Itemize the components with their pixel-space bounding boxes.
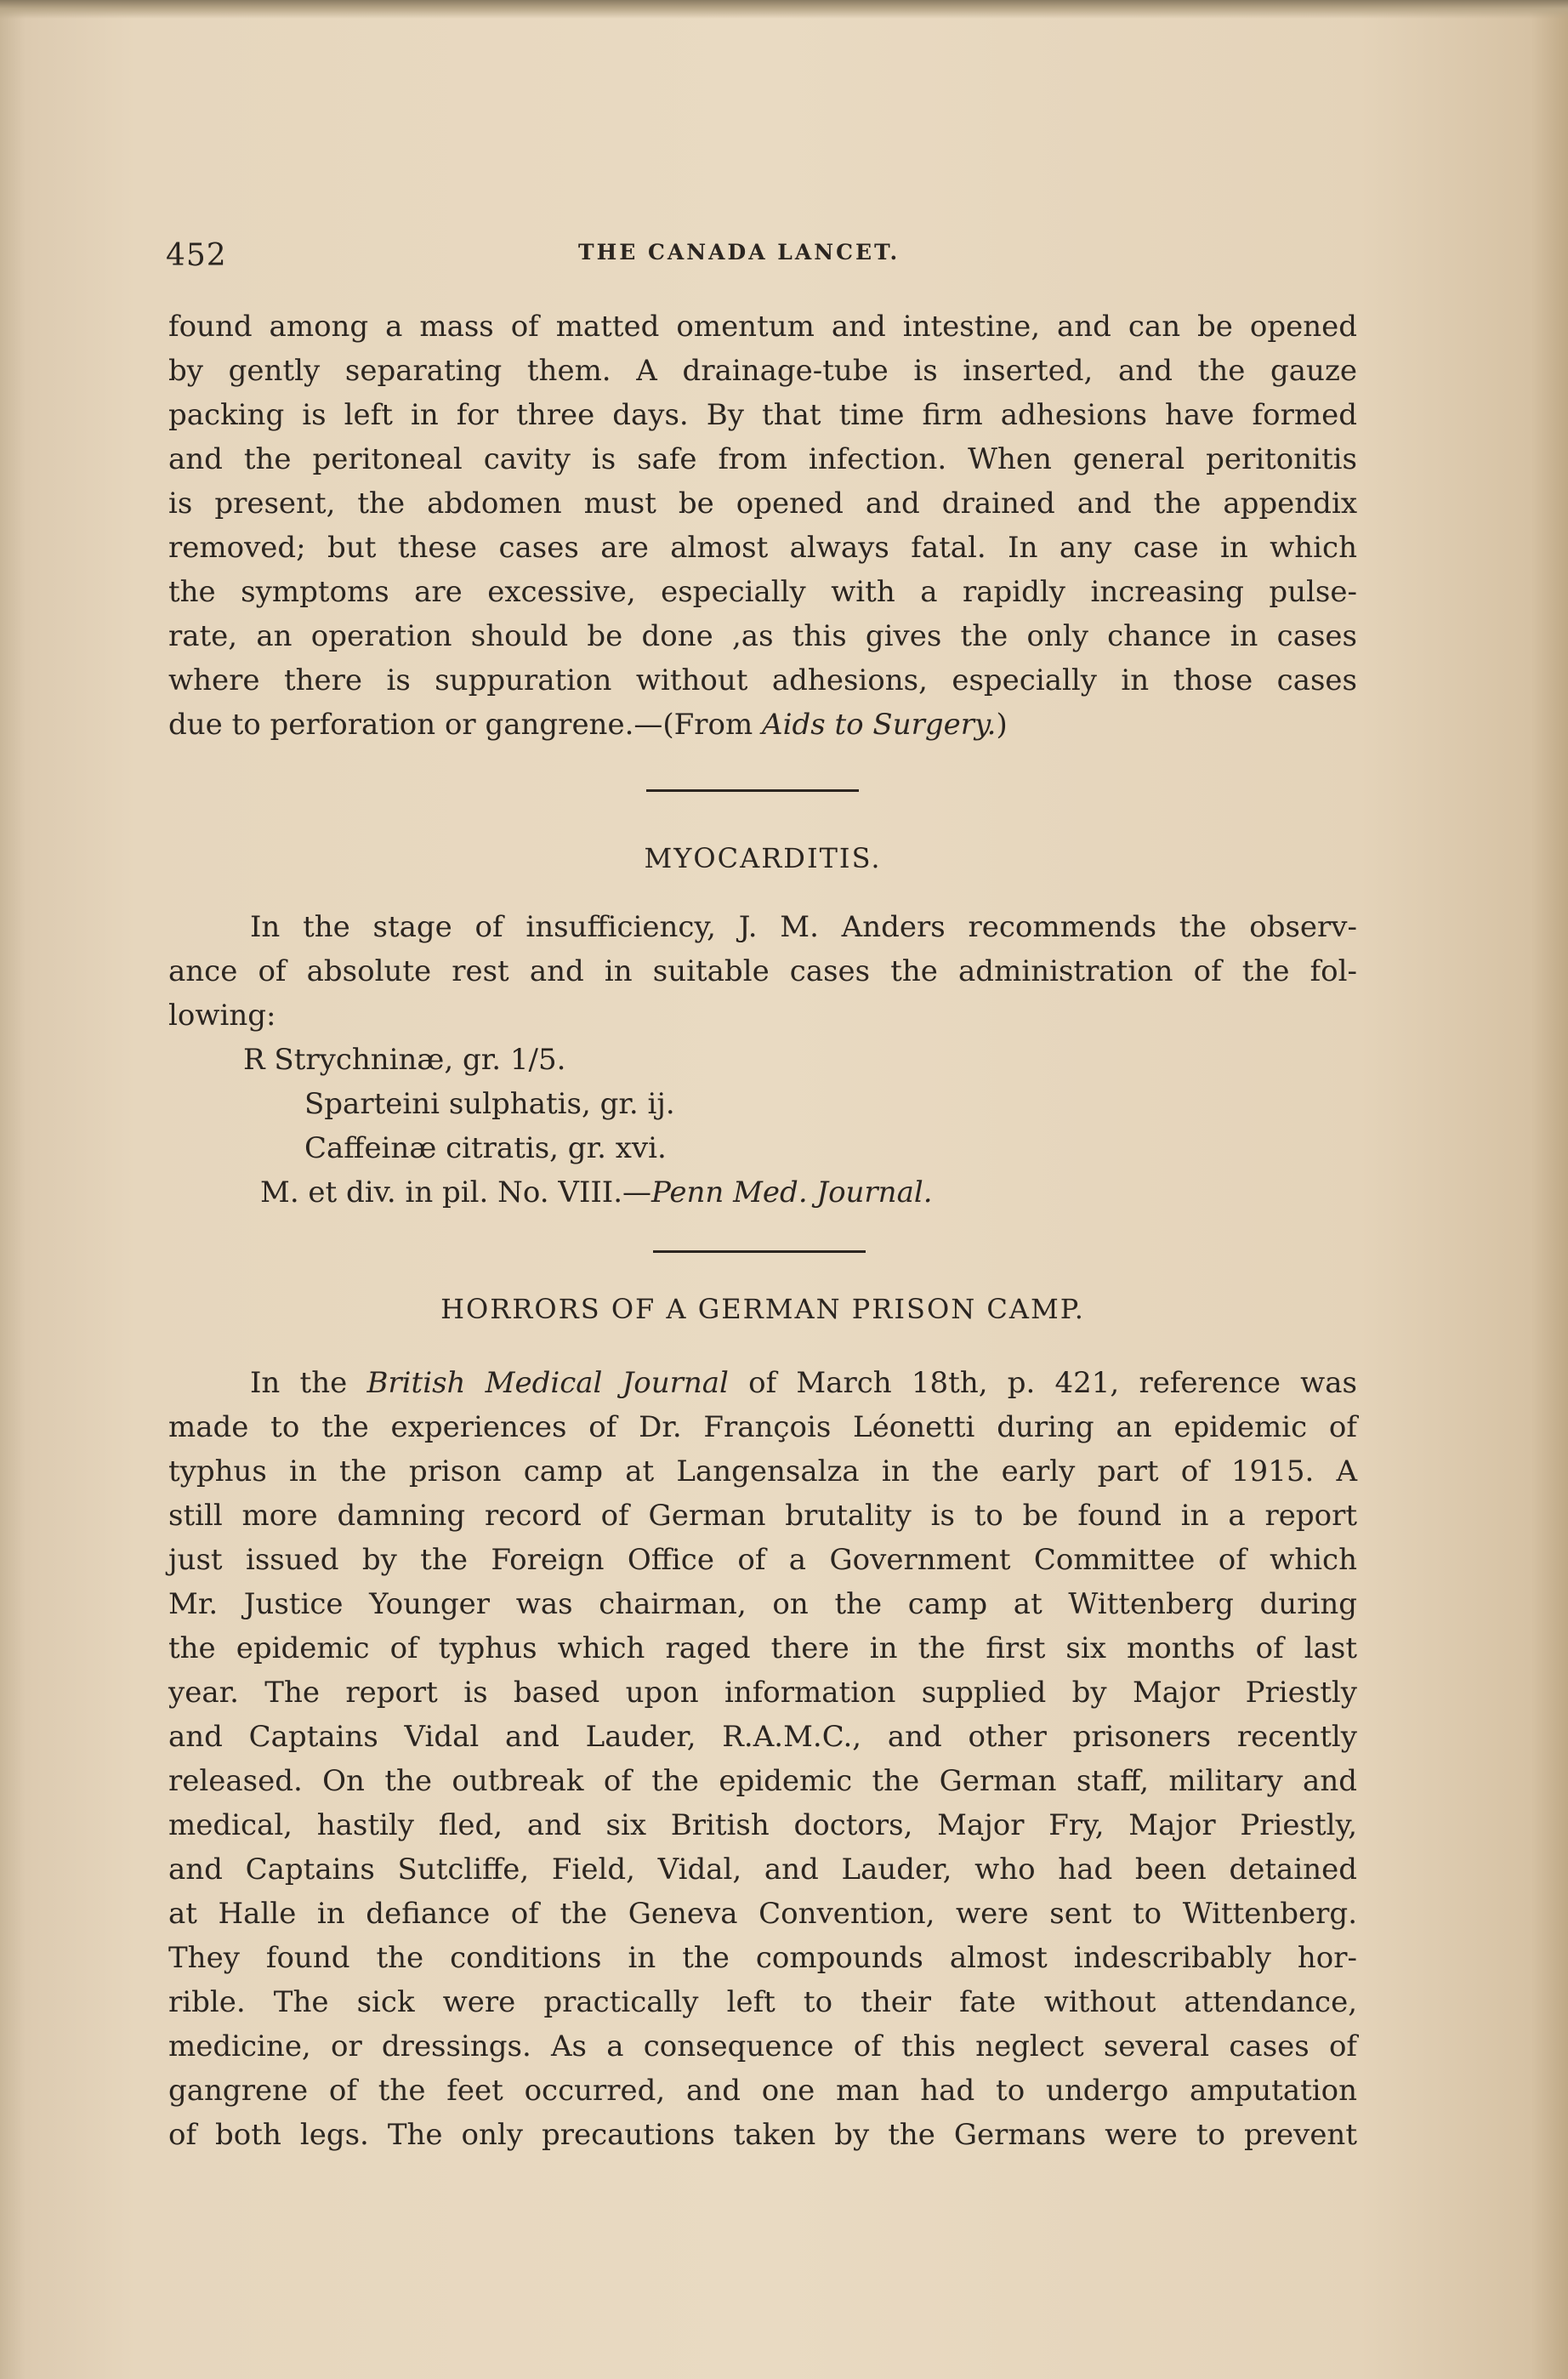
prescription-line: R Strychninæ, gr. 1/5. [243, 1043, 566, 1077]
text-line: made to the experiences of Dr. François Léonetti during an epidemic of [168, 1410, 1357, 1444]
text-line: and Captains Sutcliffe, Field, Vidal, and Lauder, who had been detained [168, 1853, 1357, 1887]
section-divider [646, 789, 859, 792]
text-segment: ) [996, 708, 1008, 742]
text-line: medical, hastily fled, and six British doctors, Major Fry, Major Priestly, [168, 1808, 1357, 1842]
prescription-line: Sparteini sulphatis, gr. ij. [304, 1087, 675, 1121]
source-citation: Aids to Surgery. [762, 708, 997, 742]
prescription-closing [168, 1170, 1357, 1215]
text-line: of both legs. The only precautions taken by the Germans were to prevent [168, 2118, 1357, 2152]
myocarditis-paragraph [168, 905, 1357, 1215]
text-line: just issued by the Foreign Office of a Government Committee of which [168, 1543, 1357, 1577]
text-line-last [168, 703, 1357, 747]
text-line: gangrene of the feet occurred, and one man had to undergo amputation [168, 2074, 1357, 2108]
text-line: found among a mass of matted omentum and intestine, and can be opened [168, 310, 1357, 344]
journal-title: British Medical Journal [366, 1366, 729, 1400]
section-heading-myocarditis: MYOCARDITIS. [644, 842, 882, 874]
text-line: rate, an operation should be done ,as this gives the only chance in cases [168, 619, 1357, 653]
text-segment: of March 18th, p. 421, reference was [728, 1366, 1357, 1400]
text-line: Mr. Justice Younger was chairman, on the camp at Wittenberg during [168, 1587, 1357, 1621]
text-line: still more damning record of German brutality is to be found in a report [168, 1499, 1357, 1533]
page-number: 452 [166, 238, 227, 273]
text-line: the symptoms are excessive, especially with a rapidly increasing pulse- [168, 575, 1357, 609]
text-line: released. On the outbreak of the epidemic the German staff, military and [168, 1764, 1357, 1798]
text-line: ance of absolute rest and in suitable cases the administration of the fol- [168, 954, 1357, 988]
text-segment: In the [250, 1366, 367, 1400]
text-line: In the stage of insufficiency, J. M. Anders recommends the observ- [250, 910, 1357, 944]
text-segment: M. et div. in pil. No. VIII.— [260, 1175, 652, 1209]
text-line-last: lowing: [168, 999, 276, 1033]
prison-camp-paragraph [168, 1361, 1357, 2157]
text-line: removed; but these cases are almost always fatal. In any case in which [168, 531, 1357, 565]
intro-paragraph [168, 304, 1357, 747]
text-line: rible. The sick were practically left to their fate without attendance, [168, 1985, 1357, 2019]
section-heading-prison-camp: HORRORS OF A GERMAN PRISON CAMP. [440, 1293, 1085, 1325]
text-line: at Halle in defiance of the Geneva Convention, were sent to Wittenberg. [168, 1897, 1357, 1931]
text-segment: due to perforation or gangrene.—(From [168, 708, 763, 742]
text-line: They found the conditions in the compounds almost indescribably hor- [168, 1941, 1357, 1975]
text-line: where there is suppuration without adhesions, especially in those cases [168, 663, 1357, 697]
text-line-first [168, 1361, 1357, 1405]
text-line: and Captains Vidal and Lauder, R.A.M.C., and other prisoners recently [168, 1720, 1357, 1754]
text-line: and the peritoneal cavity is safe from infection. When general peritonitis [168, 442, 1357, 476]
text-line: typhus in the prison camp at Langensalza in the early part of 1915. A [168, 1454, 1357, 1488]
running-title: THE CANADA LANCET. [578, 240, 900, 265]
text-line: the epidemic of typhus which raged there in the first six months of last [168, 1631, 1357, 1665]
text-line: is present, the abdomen must be opened and drained and the appendix [168, 487, 1357, 521]
text-line: year. The report is based upon information supplied by Major Priestly [168, 1676, 1357, 1710]
text-line: packing is left in for three days. By that time firm adhesions have formed [168, 398, 1357, 432]
section-divider [653, 1250, 866, 1253]
prescription-line: Caffeinæ citratis, gr. xvi. [304, 1131, 667, 1165]
page-header [166, 231, 1365, 282]
page-top-shadow [0, 0, 1568, 19]
text-line: by gently separating them. A drainage-tube is inserted, and the gauze [168, 354, 1357, 388]
text-line: medicine, or dressings. As a consequence of this neglect several cases of [168, 2029, 1357, 2063]
source-citation: Penn Med. Journal. [651, 1175, 933, 1209]
